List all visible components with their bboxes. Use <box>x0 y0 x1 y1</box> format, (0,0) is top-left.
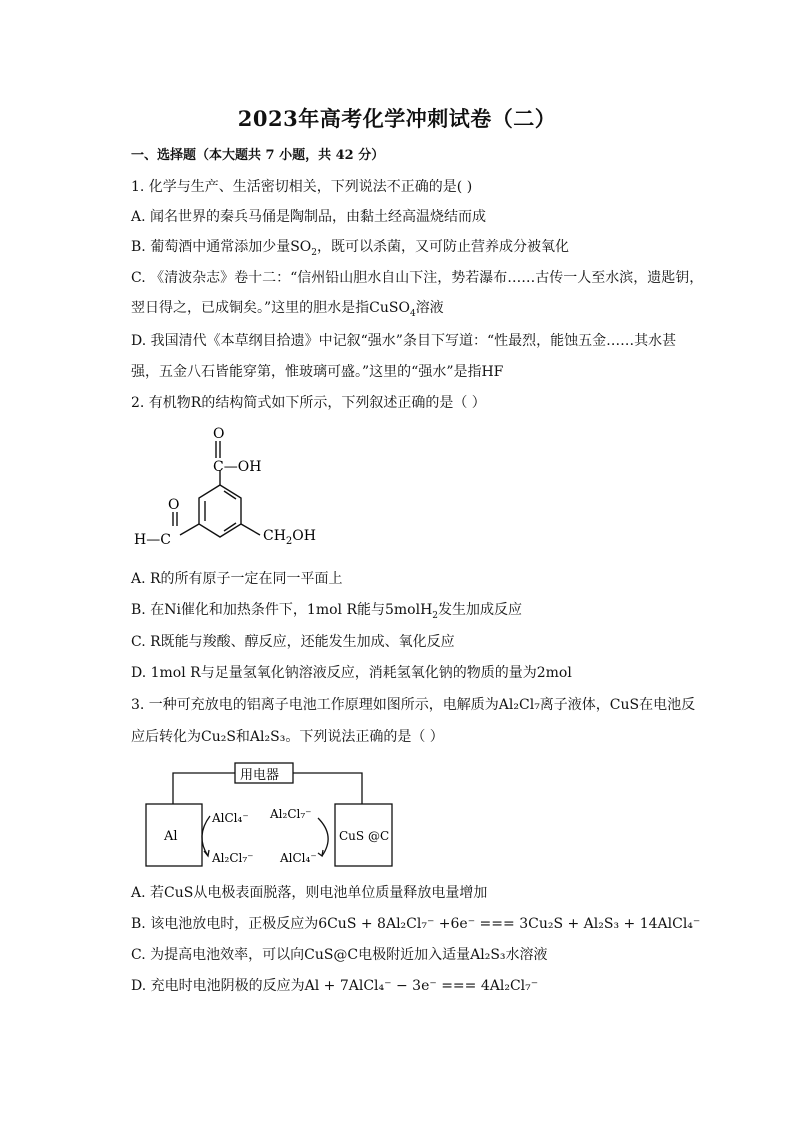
q1-option-d-line1: D. 我国清代《本草纲目拾遗》中记叙“强水”条目下写道：“性最烈，能蚀五金……其水甚 <box>131 333 677 349</box>
q3-option-c: C. 为提高电池效率，可以向CuS@C电极附近加入适量Al₂S₃水溶液 <box>131 947 548 963</box>
exam-title: 2023年高考化学冲刺试卷（二） <box>237 106 557 131</box>
q1-option-d-line2: 强，五金八石皆能穿第，惟玻璃可盛。”这里的“强水”是指HF <box>131 364 504 380</box>
structure-diagram <box>128 424 338 564</box>
q2-stem: 2. 有机物R的结构简式如下所示，下列叙述正确的是（ ） <box>131 395 486 411</box>
section-heading: 一、选择题（本大题共 7 小题，共 42 分） <box>131 148 385 163</box>
acid-group: C—OH <box>213 459 262 475</box>
q3-stem-line2: 应后转化为Cu₂S和Al₂S₃。下列说法正确的是（ ） <box>131 729 444 745</box>
q1-option-c-line1: C. 《清波杂志》卷十二：“信州铅山胆水自山下注，势若瀑布……古传一人至水滨，遗匙钥， <box>131 270 704 286</box>
q2-option-a: A. R的所有原子一定在同一平面上 <box>131 571 343 587</box>
q3-option-b: B. 该电池放电时，正极反应为6CuS + 8Al₂Cl₇⁻ +6e⁻ === 3Cu₂S + Al₂S₃ + 14AlCl₄⁻ <box>131 916 701 932</box>
battery-diagram <box>140 758 410 870</box>
left-bottom-ion: Al₂Cl₇⁻ <box>212 851 254 865</box>
q2-option-d: D. 1mol R与足量氢氧化钠溶液反应，消耗氢氧化钠的物质的量为2mol <box>131 665 572 681</box>
cus-electrode-label: CuS @C <box>339 829 390 843</box>
q1-option-c-line2: 翌日得之，已成铜矣。”这里的胆水是指CuSO$_4$溶液 <box>131 300 444 319</box>
q1-option-a: A. 闻名世界的秦兵马俑是陶制品，由黏土经高温烧结而成 <box>131 209 487 225</box>
left-top-ion: AlCl₄⁻ <box>212 811 249 825</box>
q2-option-b: B. 在Ni催化和加热条件下，1mol R能与5molH$_2$发生加成反应 <box>131 602 523 621</box>
q1-option-b: B. 葡萄酒中通常添加少量$SO_2$，既可以杀菌，又可防止营养成分被氧化 <box>131 239 569 258</box>
right-top-ion: Al₂Cl₇⁻ <box>270 807 312 821</box>
right-bottom-ion: AlCl₄⁻ <box>280 851 317 865</box>
aldehyde-oxygen: O <box>168 497 180 513</box>
q3-option-a: A. 若CuS从电极表面脱落，则电池单位质量释放电量增加 <box>131 885 488 901</box>
load-label: 用电器 <box>240 768 280 783</box>
q3-stem-line1: 3. 一种可充放电的铝离子电池工作原理如图所示，电解质为Al₂Cl₇离子液体，CuS在电池反 <box>131 697 696 713</box>
q2-option-c: C. R既能与羧酸、醇反应，还能发生加成、氧化反应 <box>131 634 455 650</box>
aldehyde-group: H—C <box>134 532 171 548</box>
q3-option-d: D. 充电时电池阴极的反应为Al + 7AlCl₄⁻ − 3e⁻ === 4Al₂Cl₇⁻ <box>131 978 539 994</box>
hydroxymethyl-group: $CH_2OH$ <box>263 528 316 547</box>
q1-stem: 1. 化学与生产、生活密切相关，下列说法不正确的是( ) <box>131 179 473 195</box>
acid-oxygen: O <box>213 426 225 442</box>
al-electrode-label: Al <box>164 829 178 844</box>
